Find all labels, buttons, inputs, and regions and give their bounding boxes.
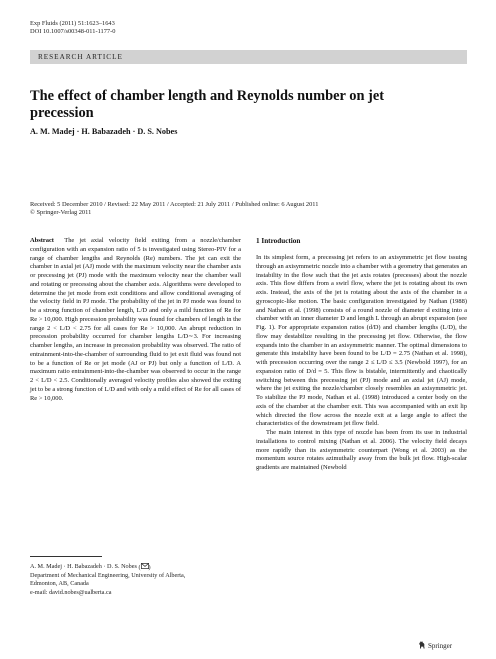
abstract-text: The jet axial velocity field exiting from a nozzle/chamber configuration with an expansion ratio of 5 is investigated using Stereo-PIV for a range of chamber lengths and Reynolds (Re) numbers. The jet can exit the chamber in axial jet (AJ) mode with the maximum velocity near the chamber axis or precessing jet (PJ) mode with the maximum velocity near the chamber wall and rotating or precessing about the chamber axis. Algorithms were developed to determine the jet mode from exit conditions and allow conditional averaging of the velocity field in PJ mode. The probability of the jet in PJ mode was found to be a strong function of chamber length, L/D and only a mild function of Re for Re > 10,000. High precession probability was found for chambers of length in the range 2 < L/D < 2.75 for all cases for Re > 10,000. An abrupt reduction in precession probability occurred for chamber lengths L/D∼3. For increasing chamber lengths, an increase in precession probability was observed. The ratio of entrainment-into-the-chamber of surrounding fluid to jet exit fluid was found not to be a function of Re or jet mode (AJ or PJ) but only a function of L/D. A maximum ratio entrainment-into-the-chamber was observed to occur in the range 2 < L/D < 2.5. Conditionally averaged velocity profiles also showed the exiting jet to be a strong function of L/D and with only a mild effect of Re for all cases of Re > 10,000. (30, 237, 242, 402)
affiliation-department: Department of Mechanical Engineering, University of Alberta, (30, 572, 186, 580)
publication-dates (30, 201, 467, 217)
publisher-name: Springer (428, 642, 453, 650)
publisher-footer (418, 640, 452, 651)
affiliation-authors-line (30, 563, 241, 572)
springer-horse-icon (418, 640, 426, 651)
intro-paragraph-2: The main interest in this type of nozzle has been from its use in industrial installations to control mixing (Nathan et al. 2006). The velocity field decays more rapidly than its axisymmetric counterpart (Wong et al. 2003) as the momentum source rotates azimuthally away from the bulk jet flow. High-scalar gradients are maintained (Newbold (256, 429, 467, 471)
abstract-label: Abstract (30, 237, 54, 244)
envelope-icon: ( ) (138, 564, 151, 571)
article-type-banner: RESEARCH ARTICLE (30, 50, 467, 64)
author-list: A. M. Madej · H. Babazadeh · D. S. Nobes (30, 127, 178, 136)
affiliation-city: Edmonton, AB, Canada (30, 580, 89, 588)
journal-citation (30, 20, 115, 36)
affiliation-block (30, 563, 241, 597)
history-dates: Received: 5 December 2010 / Revised: 22 May 2011 / Accepted: 21 July 2011 / Published online: 6 August 2011 (30, 201, 319, 208)
left-column (30, 237, 241, 403)
section-heading: 1 Introduction (256, 237, 301, 245)
intro-paragraph-1: In its simplest form, a precessing jet refers to an axisymmetric jet flow issuing through an axisymmetric nozzle into a chamber with a geometry that generates an instability in the flow such that the jet axis rotates (precesses) about the nozzle axis. This flow differs from a swirl flow, where the jet is rotating about its own axis. Instead, the axis of the jet is rotating about the axis of the chamber in a gyroscopic-like motion. The basic configuration investigated by Nathan (1988) and Nathan et al. (1998) consists of a round nozzle of diameter d exiting into a chamber with an inner diameter D and length L through an abrupt expansion (see Fig. 1). For appropriate expansion ratios (d/D) and chamber lengths (L/D), the flow may destabilize resulting in the precessing jet flow. Otherwise, the flow expands into the chamber in an axisymmetric manner. The optimal dimensions to generate this instability have been found to be L/D = 2.75 (Nathan et al. 1998), with precession occurring over the range 2 ≤ L/D ≤ 3.5 (Newbold 1997), for an expansion ratio of D/d = 5. This flow is bistable, intermittently and chaotically switching between this precessing jet (PJ) mode and an axial jet (AJ) mode, where the jet exiting the nozzle/chamber closely resembles an axisymmetric jet. To stabilize the PJ mode, Nathan et al. (1998) introduced a center body on the axis of the chamber at the chamber exit. This was accompanied with an exit lip which directed the flow across the nozzle exit at a large angle to affect the characteristics of the downstream jet flow field. (256, 254, 467, 428)
affiliation-authors: A. M. Madej · H. Babazadeh · D. S. Nobes (30, 563, 137, 570)
right-column (256, 237, 467, 473)
journal-issue: Exp Fluids (2011) 51:1623–1643 (30, 20, 115, 27)
journal-doi: DOI 10.1007/s00348-011-1177-0 (30, 28, 116, 35)
copyright: © Springer-Verlag 2011 (30, 209, 92, 216)
footnote-rule (30, 556, 102, 557)
affiliation-email[interactable]: e-mail: david.nobes@ualberta.ca (30, 588, 112, 596)
abstract (30, 237, 241, 403)
article-title: The effect of chamber length and Reynolds number on jet precession (30, 88, 385, 121)
